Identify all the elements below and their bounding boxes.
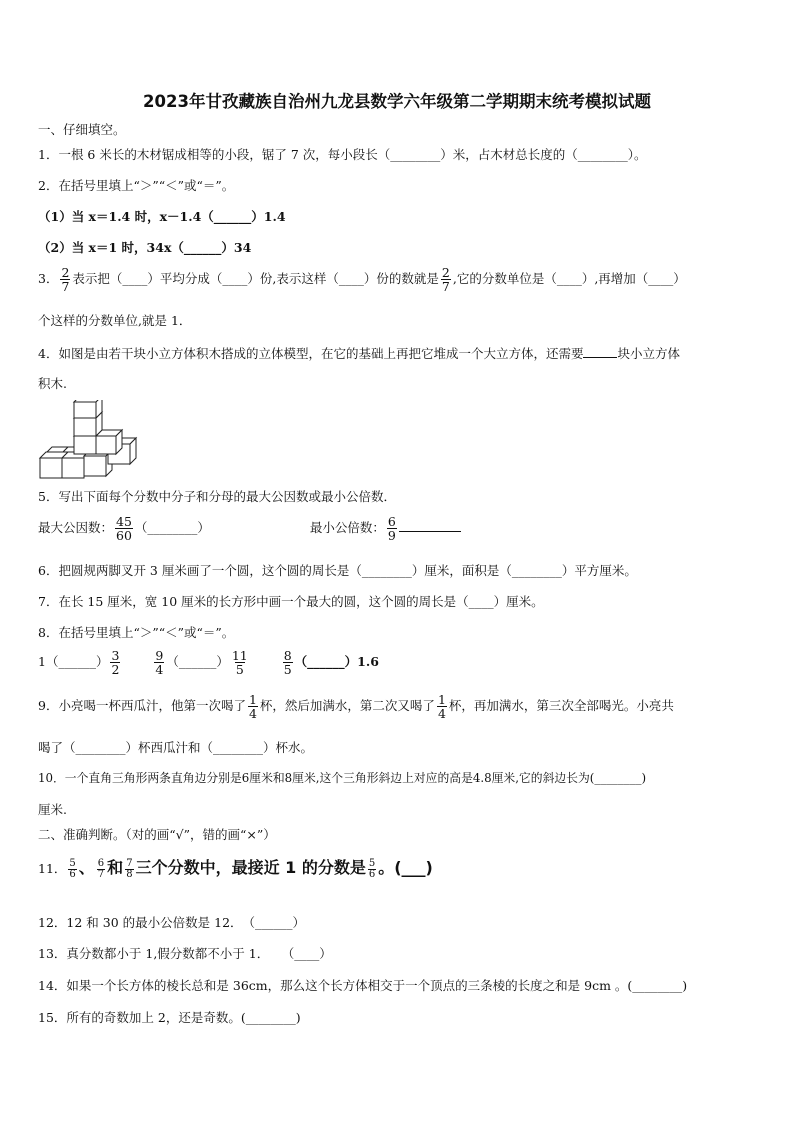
fraction: $\frac{11}{5}$ xyxy=(231,648,248,678)
question-14: 14．如果一个长方体的棱长总和是 36cm，那么这个长方体相交于一个顶点的三条棱的长度之和是 9cm 。(________) xyxy=(38,978,688,993)
question-10: 10．一个直角三角形两条直角边分别是6厘米和8厘米,这个三角形斜边上对应的高是4.8厘米,它的斜边长为(________) xyxy=(38,771,647,785)
question-3 xyxy=(38,266,686,293)
fraction: $\frac{5}{6}$ xyxy=(69,857,76,880)
fraction: $\frac{7}{8}$ xyxy=(126,857,133,880)
question-6: 6．把圆规两脚叉开 3 厘米画了一个圆，这个圆的周长是（________）厘米，面积是（________）平方厘米。 xyxy=(38,563,637,578)
fraction: $\frac{1}{4}$ xyxy=(437,692,446,722)
question-2: 2．在括号里填上“＞”“＜”或“＝”。 xyxy=(38,178,235,193)
fraction: $\frac{1}{4}$ xyxy=(248,692,257,722)
fraction: $\frac{6}{9}$ xyxy=(387,514,396,544)
question-5-answers: 最大公因数： $\frac{45}{60}$ （________） 最小公倍数： $\frac{6}{9}$ xyxy=(38,515,461,542)
section-heading-2: 二、准确判断。（对的画“√”，错的画“×”） xyxy=(38,827,276,842)
answer-blank[interactable] xyxy=(583,345,617,358)
question-1: 1．一根 6 米长的木材锯成相等的小段，锯了 7 次，每小段长（________）米，占木材总长度的（________）。 xyxy=(38,147,647,162)
fraction: $\frac{2}{7}$ xyxy=(441,265,450,295)
question-text: ,它的分数单位是（____）,再增加（____） xyxy=(452,271,686,287)
question-2-part-2: （2）当 x＝1 时，34x（______）34 xyxy=(38,240,252,255)
question-5: 5．写出下面每个分数中分子和分母的最大公因数或最小公倍数． xyxy=(38,489,396,504)
question-15: 15．所有的奇数加上 2，还是奇数。(________) xyxy=(38,1010,301,1025)
question-text: 表示把（____）平均分成（____）份,表示这样（____）份的数就是 xyxy=(72,271,439,287)
fraction: $\frac{9}{4}$ xyxy=(155,648,164,678)
fraction: $\frac{45}{60}$ xyxy=(116,514,132,544)
question-10-line-2: 厘米. xyxy=(38,802,67,817)
question-8: 8．在括号里填上“＞”“＜”或“＝”。 xyxy=(38,625,235,640)
question-4-line-2: 积木. xyxy=(38,376,67,391)
cube-model-figure xyxy=(38,400,138,480)
question-9: 9．小亮喝一杯西瓜汁，他第一次喝了 $\frac{1}{4}$ 杯，然后加满水，第二次又喝了 $\frac{1}{4}$ 杯，再加满水，第三次全部喝光。小亮共 xyxy=(38,692,674,722)
question-12: 12．12 和 30 的最小公倍数是 12． （______） xyxy=(38,915,306,930)
question-9-line-2: 喝了（________）杯西瓜汁和（________）杯水。 xyxy=(38,740,314,755)
question-8-comparisons: 1（______） $\frac{3}{2}$ $\frac{9}{4}$ （______） $\frac{11}{5}$ $\frac{8}{5}$ （______）1.6 xyxy=(38,648,379,678)
answer-blank[interactable] xyxy=(399,519,461,532)
question-13: 13．真分数都小于 1,假分数都不小于 1． （____） xyxy=(38,946,332,961)
fraction: $\frac{3}{2}$ xyxy=(111,648,120,678)
fraction: $\frac{5}{6}$ xyxy=(368,857,376,880)
fraction: $\frac{6}{7}$ xyxy=(97,857,105,880)
question-number: 3． xyxy=(38,271,59,287)
question-2-part-1: （1）当 x＝1.4 时，x－1.4（______）1.4 xyxy=(38,209,286,224)
section-heading-1: 一、仔细填空。 xyxy=(38,122,126,137)
fraction: $\frac{8}{5}$ xyxy=(283,648,292,678)
question-3-line-2: 个这样的分数单位,就是 1． xyxy=(38,313,192,328)
question-7: 7．在长 15 厘米，宽 10 厘米的长方形中画一个最大的圆，这个圆的周长是（____）厘米。 xyxy=(38,594,544,609)
question-4: 4．如图是由若干块小立方体积木搭成的立体模型，在它的基础上再把它堆成一个大立方体，还需要 块小立方体 xyxy=(38,346,680,361)
question-11: 11． $\frac{5}{6}$ 、 $\frac{6}{7}$ 和 $\frac{7}{8}$ 三个分数中，最接近 1 的分数是 $\frac{5}{6}$ 。(___) xyxy=(38,857,433,880)
page-title: 2023年甘孜藏族自治州九龙县数学六年级第二学期期末统考模拟试题 xyxy=(143,92,651,111)
fraction: $\frac{2}{7}$ xyxy=(61,265,70,295)
